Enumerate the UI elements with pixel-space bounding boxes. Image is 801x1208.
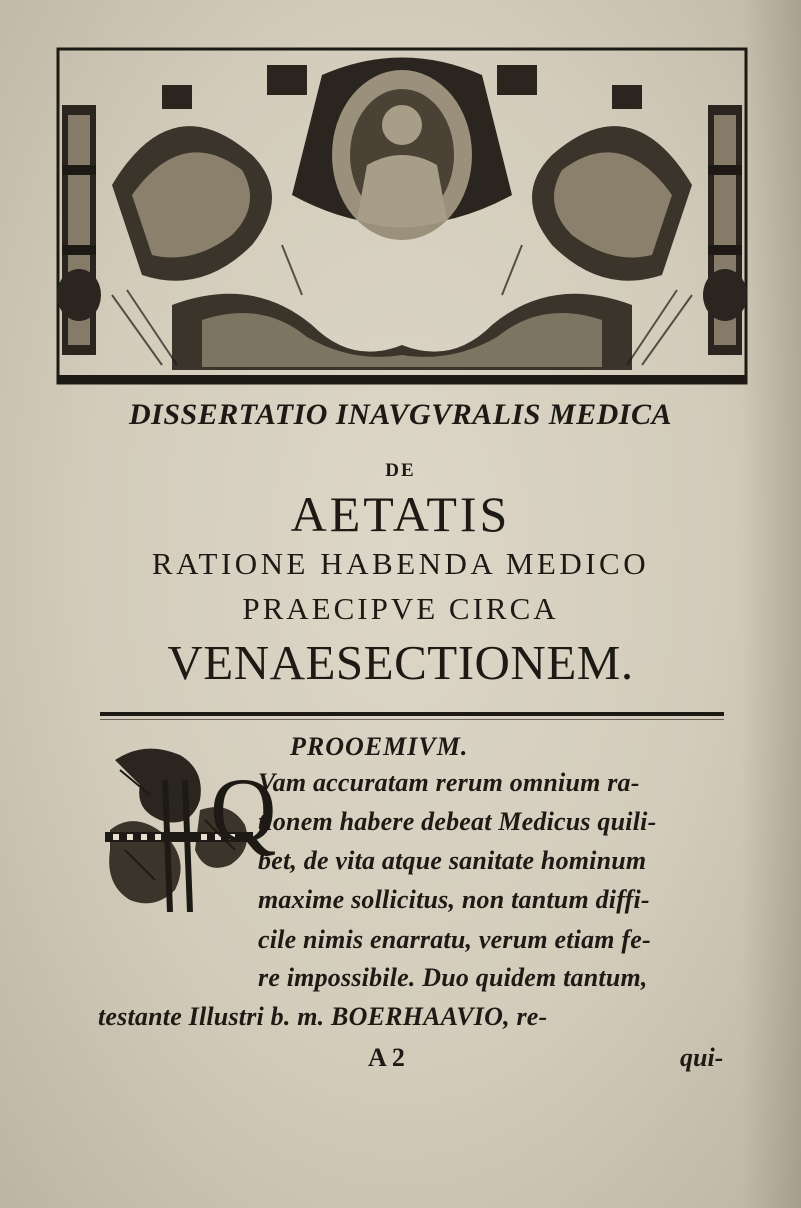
title-line-praecipve: PRAECIPVE CIRCA — [242, 591, 559, 626]
body-line-4: maxime sollicitus, non tantum diffi- — [258, 885, 650, 914]
body-line-1: Vam accuratam rerum omnium ra- — [258, 768, 640, 797]
catchword: qui- — [680, 1043, 724, 1072]
initial-letter: Q — [210, 759, 277, 861]
body-line-2: tionem habere debeat Medicus quili- — [258, 807, 657, 836]
divider-rule-thin — [100, 719, 724, 720]
divider-rule-thick — [100, 712, 724, 716]
title-line-aetatis: AETATIS — [290, 486, 511, 542]
signature-mark: A 2 — [368, 1043, 405, 1072]
body-line-5: cile nimis enarratu, verum etiam fe- — [258, 925, 651, 954]
body-line-3: bet, de vita atque sanitate hominum — [258, 846, 647, 875]
section-heading: PROOEMIVM. — [290, 732, 469, 761]
ornamental-headpiece-icon — [52, 45, 752, 390]
title-line-venaesectionem: VENAESECTIONEM. — [167, 635, 634, 690]
body-line-7: testante Illustri b. m. BOERHAAVIO, re- — [98, 1002, 548, 1031]
title-line-ratione: RATIONE HABENDA MEDICO — [151, 546, 650, 581]
title-line-dissertatio: DISSERTATIO INAVGVRALIS MEDICA — [129, 398, 672, 431]
body-line-6: re impossibile. Duo quidem tantum, — [258, 963, 648, 992]
title-line-de: DE — [385, 460, 416, 481]
